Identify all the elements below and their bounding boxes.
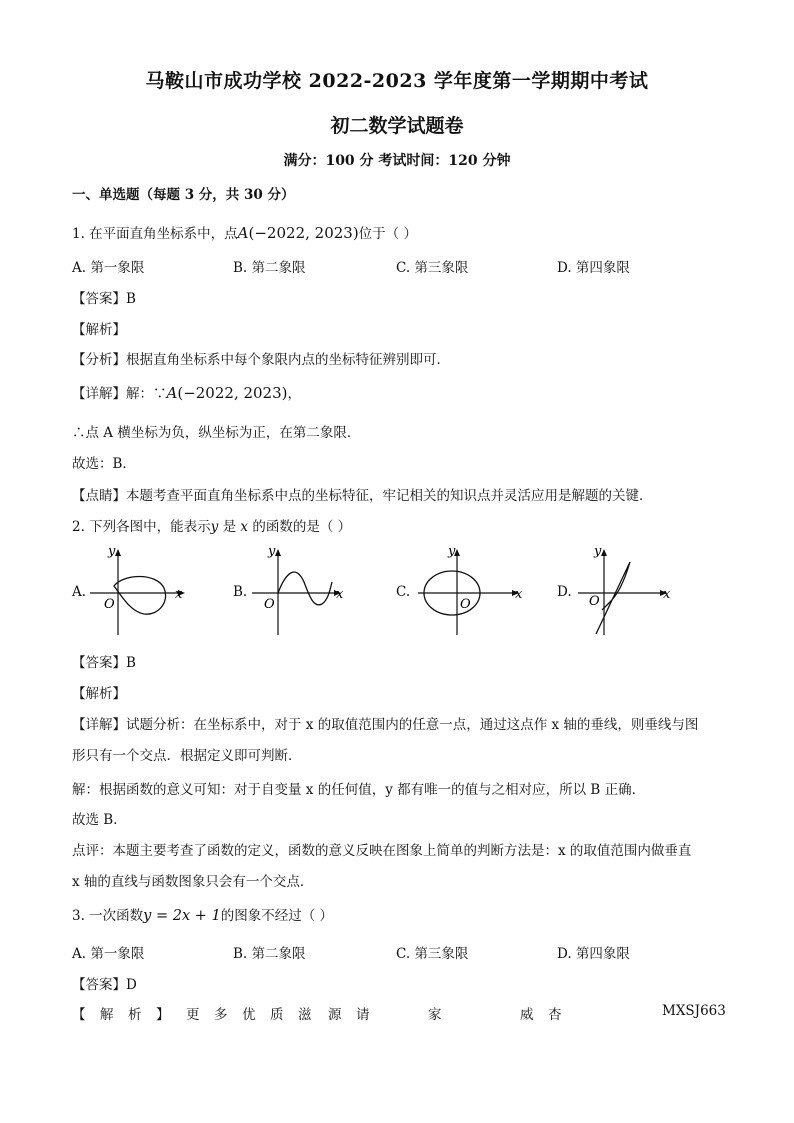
footer-char: 】 xyxy=(156,1007,170,1023)
footer-char: 多 xyxy=(214,1007,228,1023)
graph-c xyxy=(412,542,532,638)
q3-option-b: B. 第二象限 xyxy=(233,946,306,962)
exam-meta: 满分：100 分 考试时间：120 分钟 xyxy=(283,153,511,169)
graph-d-y-arrow xyxy=(601,549,607,556)
q3-option-a: A. 第一象限 xyxy=(72,946,145,962)
q3-stem-pre: 3. 一次函数 xyxy=(72,908,144,924)
q3-answer: 【答案】D xyxy=(72,977,137,993)
q2-stem xyxy=(72,515,351,535)
q1-point: A xyxy=(237,224,249,242)
q1-option-b: B. 第二象限 xyxy=(233,260,306,276)
q1-coords: (−2022, 2023) xyxy=(248,224,359,242)
q2-stem-x: x xyxy=(240,519,249,535)
q3-stem xyxy=(72,904,333,924)
footer-char: 更 xyxy=(186,1007,200,1023)
q1-analysis-label: 【解析】 xyxy=(72,322,126,338)
q3-stem-post: 的图象不经过（ ） xyxy=(220,908,334,924)
q1-detail-post: ， xyxy=(287,386,301,402)
q1-detail-pre: 【详解】解：∵ xyxy=(72,386,167,402)
q2-answer: 【答案】B xyxy=(72,655,136,671)
q1-detail-line3: 故选：B． xyxy=(72,456,136,472)
graph-a-x-label: x xyxy=(175,587,183,602)
graph-b-y-label: y xyxy=(268,544,276,559)
graph-d-origin: O xyxy=(589,594,600,609)
footer-char: 优 xyxy=(242,1007,256,1023)
exam-subject: 初二数学试题卷 xyxy=(330,115,464,137)
graph-b xyxy=(250,542,360,638)
q1-detail-point: A xyxy=(166,384,178,402)
footer-char: 【 xyxy=(72,1007,86,1023)
q2-choose: 故选 B． xyxy=(72,812,127,828)
graph-b-label: B. xyxy=(233,584,248,600)
q2-detail-line1: 【详解】试题分析：在坐标系中，对于 x 的取值范围内的任意一点，通过这点作 x 轴的垂线，则垂线与图 xyxy=(72,717,699,733)
footer-char: 滋 xyxy=(298,1007,312,1023)
footer-char: 请 xyxy=(356,1007,370,1023)
graph-c-y-label: y xyxy=(448,544,456,559)
footer-char: 解 xyxy=(100,1007,114,1023)
q3-option-d: D. 第四象限 xyxy=(557,946,630,962)
graph-a-curve xyxy=(114,577,166,615)
exam-title: 马鞍山市成功学校 2022-2023 学年度第一学期期中考试 xyxy=(145,70,649,92)
q1-stem-post: 位于（ ） xyxy=(358,226,417,242)
graph-a-origin: O xyxy=(104,597,115,612)
q2-comment-line1: 点评：本题主要考查了函数的定义，函数的意义反映在图象上简单的判断方法是：x 的取值范围内做垂直 xyxy=(72,843,692,859)
q3-equation: y = 2x + 1 xyxy=(143,908,221,924)
q1-fenxi: 【分析】根据直角坐标系中每个象限内点的坐标特征辨别即可． xyxy=(72,352,450,368)
q1-option-c: C. 第三象限 xyxy=(396,260,469,276)
footer-char: 析 xyxy=(128,1007,142,1023)
graph-c-origin: O xyxy=(460,597,471,612)
graph-a-y-arrow xyxy=(115,549,121,556)
graph-d-curve xyxy=(596,562,630,634)
graph-b-x-label: x xyxy=(336,587,344,602)
graph-a-label: A. xyxy=(72,584,87,600)
q2-stem-pre: 2. 下列各图中，能表示 xyxy=(72,519,211,535)
q2-detail-line2: 形只有一个交点．根据定义即可判断． xyxy=(72,748,302,764)
q1-stem-pre: 1. 在平面直角坐标系中，点 xyxy=(72,226,238,242)
q1-dianjing: 【点睛】本题考查平面直角坐标系中点的坐标特征，牢记相关的知识点并灵活应用是解题的关键． xyxy=(72,488,653,504)
q3-option-c: C. 第三象限 xyxy=(396,946,469,962)
graph-d-y-label: y xyxy=(594,544,602,559)
footer-char: 威 xyxy=(520,1007,534,1023)
graph-a-y-label: y xyxy=(108,544,116,559)
footer-char: 杏 xyxy=(548,1007,562,1023)
q1-detail-coords: (−2022, 2023) xyxy=(177,384,288,402)
footer-char: 质 xyxy=(270,1007,284,1023)
graph-b-curve xyxy=(278,572,332,605)
q1-option-a: A. 第一象限 xyxy=(72,260,145,276)
graph-c-x-label: x xyxy=(515,587,523,602)
footer-code: MXSJ663 xyxy=(662,1003,726,1019)
q2-stem-y: y xyxy=(210,519,219,535)
footer-char: 家 xyxy=(428,1007,442,1023)
graph-b-y-arrow xyxy=(275,549,281,556)
footer-char: 源 xyxy=(328,1007,342,1023)
q1-option-d: D. 第四象限 xyxy=(557,260,630,276)
q2-analysis-label: 【解析】 xyxy=(72,686,126,702)
graph-d-x-label: x xyxy=(663,587,671,602)
q2-solution: 解：根据函数的意义可知：对于自变量 x 的任何值，y 都有唯一的值与之相对应，所以 B 正确． xyxy=(72,782,646,798)
q2-stem-mid: 是 xyxy=(218,519,241,535)
graph-c-label: C. xyxy=(396,584,411,600)
q1-detail xyxy=(72,382,301,402)
q2-stem-post: 的函数的是（ ） xyxy=(248,519,352,535)
q1-stem xyxy=(72,222,417,242)
graph-d-label: D. xyxy=(557,584,572,600)
graph-b-origin: O xyxy=(264,597,275,612)
section-heading: 一、单选题（每题 3 分，共 30 分） xyxy=(72,187,295,203)
graph-d xyxy=(574,542,684,638)
q1-answer: 【答案】B xyxy=(72,291,136,307)
q2-comment-line2: x 轴的直线与函数图象只会有一个交点． xyxy=(72,874,314,890)
q1-detail-line2: ∴点 A 横坐标为负，纵坐标为正，在第二象限． xyxy=(72,425,361,441)
graph-a xyxy=(88,542,198,638)
